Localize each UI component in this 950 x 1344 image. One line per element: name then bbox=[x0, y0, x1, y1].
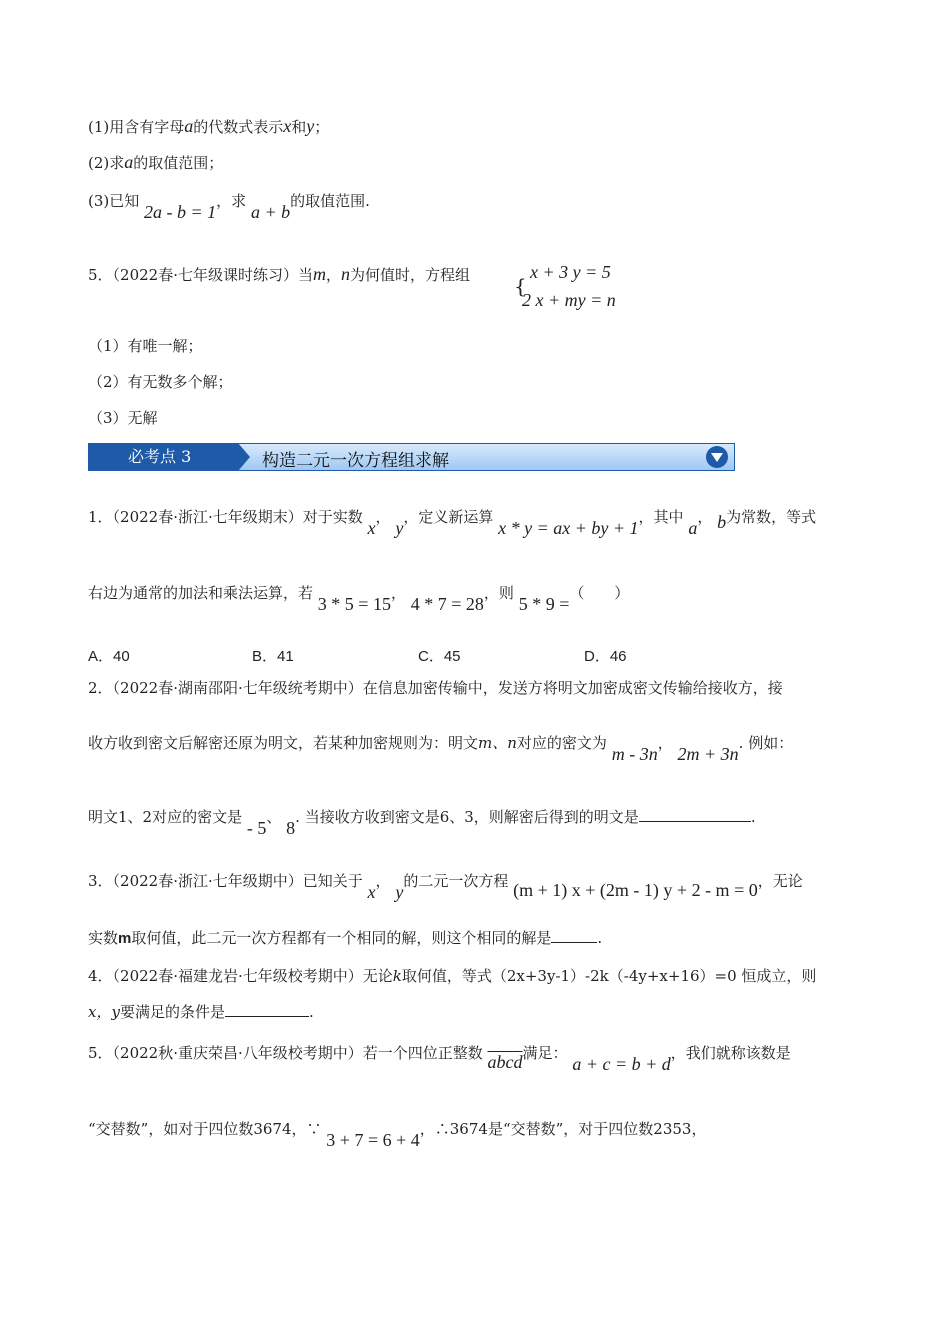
problem-5-line-2 bbox=[88, 1118, 707, 1150]
question-text: 3．（2022春·浙江·七年级期中）已知关于 bbox=[88, 872, 363, 890]
text: 取何值，此二元一次方程都有一个相同的解，则这个相同的解是 bbox=[131, 929, 552, 947]
answer-parens: （ ） bbox=[569, 584, 630, 602]
math-formula: 8 bbox=[286, 818, 296, 838]
math-var: x bbox=[367, 882, 376, 902]
text: ，我们就称该数是 bbox=[670, 1044, 791, 1062]
option-d[interactable]: D．46 bbox=[584, 648, 627, 665]
text: 满足： bbox=[522, 1044, 568, 1062]
text: 对应的密文为 bbox=[516, 734, 607, 752]
text: 的二元一次方程 bbox=[403, 872, 509, 890]
section-tag: 必考点 3 bbox=[88, 443, 238, 471]
text: 明文1、2对应的密文是 bbox=[88, 808, 243, 826]
text: 的取值范围. bbox=[290, 192, 370, 210]
math-var: b bbox=[717, 512, 727, 532]
math-var: a bbox=[124, 152, 134, 172]
text: ； bbox=[314, 118, 330, 136]
text: ， bbox=[375, 872, 391, 890]
text: 实数 bbox=[88, 929, 119, 947]
problem-3-line-1 bbox=[88, 870, 803, 902]
math-formula: a + b bbox=[250, 202, 291, 222]
problem-3-line-2 bbox=[88, 928, 602, 949]
math-var: y bbox=[395, 882, 404, 902]
section-title-bar bbox=[236, 443, 735, 471]
math-var: m bbox=[118, 930, 132, 947]
text: ，定义新运算 bbox=[403, 508, 494, 526]
text: (1)用含有字母 bbox=[88, 118, 185, 136]
answer-blank[interactable] bbox=[225, 1002, 309, 1017]
text: 要满足的条件是 bbox=[119, 1003, 225, 1021]
list-item: （3）无解 bbox=[88, 409, 158, 427]
text: 取何值，等式（2x+3y-1）-2k（-4y+x+16）=0 恒成立，则 bbox=[401, 967, 817, 985]
text: 和 bbox=[291, 118, 307, 136]
text: 的取值范围； bbox=[133, 154, 224, 172]
question-text: 5．（2022秋·重庆荣昌·八年级校考期中）若一个四位正整数 bbox=[88, 1044, 483, 1062]
sub-question-1 bbox=[88, 116, 329, 137]
text: ，∴3674是“交替数”，对于四位数2353， bbox=[419, 1120, 707, 1138]
list-item: （1）有唯一解； bbox=[88, 337, 203, 355]
text: ，则 bbox=[483, 584, 514, 602]
option-b[interactable]: B．41 bbox=[252, 648, 294, 665]
math-formula: a + c = b + d bbox=[572, 1054, 671, 1074]
problem-2-line-3 bbox=[88, 806, 756, 838]
text: . bbox=[308, 1003, 314, 1021]
math-formula: m - 3n bbox=[611, 744, 658, 764]
text: 右边为通常的加法和乘法运算，若 bbox=[88, 584, 314, 602]
answer-blank[interactable] bbox=[639, 807, 751, 822]
text: ，无论 bbox=[757, 872, 803, 890]
text: ， bbox=[657, 734, 673, 752]
section-tag-arrow bbox=[238, 443, 250, 471]
math-formula: (m + 1) x + (2m - 1) y + 2 - m = 0 bbox=[513, 880, 758, 900]
math-var: m bbox=[313, 264, 326, 284]
text: 收方收到密文后解密还原为明文，若某种加密规则为：明文 bbox=[88, 734, 479, 752]
math-formula: x * y = ax + by + 1 bbox=[498, 518, 639, 538]
problem-1-line-2 bbox=[88, 582, 630, 614]
problem-1-line-1 bbox=[88, 506, 817, 538]
section-title: 构造二元一次方程组求解 bbox=[262, 451, 449, 471]
math-var: a bbox=[688, 518, 698, 538]
question-number: 5． bbox=[88, 266, 113, 284]
math-formula: 2a - b = 1 bbox=[144, 202, 217, 222]
math-var: n bbox=[341, 264, 351, 284]
option-a[interactable]: A．40 bbox=[88, 648, 130, 665]
math-var: x bbox=[367, 518, 376, 538]
text: (2)求 bbox=[88, 154, 125, 172]
math-formula: - 5 bbox=[246, 818, 267, 838]
sub-question-2 bbox=[88, 152, 223, 173]
question-5-header bbox=[88, 264, 470, 285]
text: . 例如： bbox=[738, 734, 794, 752]
text: 为何值时，方程组 bbox=[350, 266, 471, 284]
text: . 当接收方收到密文是6、3，则解密后得到的明文是 bbox=[295, 808, 639, 826]
text: “交替数”，如对于四位数3674，∵ bbox=[88, 1120, 322, 1138]
math-var: x bbox=[283, 116, 292, 136]
math-formula: 2m + 3n bbox=[677, 744, 739, 764]
text: ，其中 bbox=[638, 508, 684, 526]
math-formula: 3 + 7 = 6 + 4 bbox=[326, 1130, 420, 1150]
answer-blank[interactable] bbox=[551, 928, 597, 943]
math-var: a bbox=[184, 116, 194, 136]
math-var: k bbox=[392, 967, 402, 985]
text: ， bbox=[326, 266, 342, 284]
math-var: m、n bbox=[478, 734, 517, 752]
problem-2-line-2 bbox=[88, 732, 794, 764]
text: 为常数，等式 bbox=[726, 508, 817, 526]
text: 的代数式表示 bbox=[193, 118, 284, 136]
sub-question-3 bbox=[88, 190, 370, 222]
math-var: x，y bbox=[88, 1003, 120, 1021]
math-var: y bbox=[395, 518, 404, 538]
problem-2-line-1: 2．（2022春·湖南邵阳·七年级统考期中）在信息加密传输中，发送方将明文加密成密文传输给接收方，接 bbox=[88, 679, 783, 697]
text: . bbox=[597, 929, 603, 947]
text: (3)已知 bbox=[88, 192, 140, 210]
text: ，求 bbox=[216, 192, 247, 210]
section-banner bbox=[88, 443, 736, 473]
question-text: 4．（2022春·福建龙岩·七年级校考期中）无论 bbox=[88, 967, 393, 985]
text: ， bbox=[697, 508, 713, 526]
text: . bbox=[750, 808, 756, 826]
math-formula: 5 * 9 = bbox=[518, 594, 570, 614]
math-formula: 3 * 5 = 15 bbox=[317, 594, 391, 614]
problem-5-line-1 bbox=[88, 1042, 791, 1074]
question-text: （2022春·七年级课时练习）当 bbox=[112, 266, 313, 284]
math-overline: abcd bbox=[487, 1052, 523, 1072]
equation-1: x + 3 y = 5 bbox=[530, 262, 611, 282]
equation-2: 2 x + my = n bbox=[522, 290, 616, 310]
text: ， bbox=[375, 508, 391, 526]
option-c[interactable]: C．45 bbox=[418, 648, 461, 665]
problem-4-line-1 bbox=[88, 966, 816, 986]
math-formula: 4 * 7 = 28 bbox=[410, 594, 484, 614]
question-text: 1．（2022春·浙江·七年级期末）对于实数 bbox=[88, 508, 363, 526]
text: ， bbox=[390, 584, 406, 602]
chevron-down-icon[interactable] bbox=[706, 446, 728, 468]
text: 、 bbox=[266, 808, 282, 826]
math-var: y bbox=[306, 116, 315, 136]
problem-4-line-2 bbox=[88, 1002, 314, 1022]
equation-system-brace: { bbox=[514, 274, 527, 298]
list-item: （2）有无数多个解； bbox=[88, 373, 233, 391]
